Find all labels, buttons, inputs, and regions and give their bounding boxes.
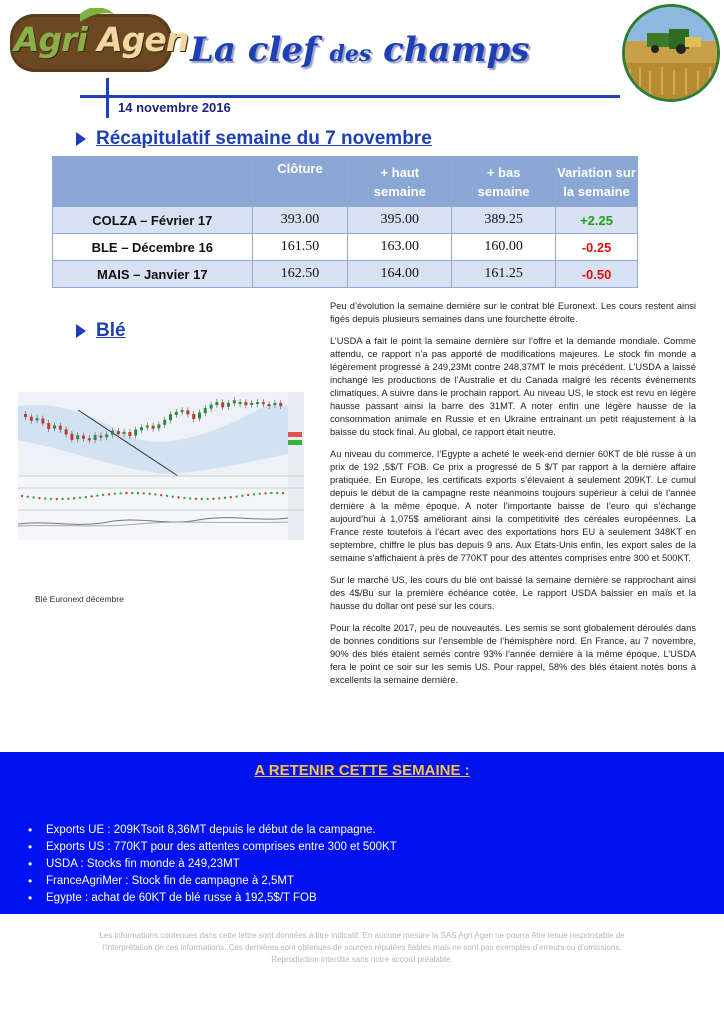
row-change: +2.25 xyxy=(556,207,638,234)
candle xyxy=(36,418,39,420)
indicator-dot xyxy=(44,497,46,499)
article-paragraph: Pour la récolte 2017, peu de nouveautés. Les semis se sont globalement déroulés dans de bonnes conditions sur l’ensemble de l’hémisphère nord. En France, au 7 novembre, 90% des blés étaient semés contre 93% l’année dernière à la même époque. L’USDA fera le point ce soir sur les semis US. Pour rappel, 58% des blés étaient notés bons à excellents la semaine dernière. xyxy=(330,623,696,685)
indicator-dot xyxy=(276,492,278,494)
candle xyxy=(273,403,276,405)
article-paragraph: L’USDA a fait le point la semaine dernière sur l’offre et la demande mondiale. Comme attendu, ce rapport n’a pas apporté de modifications majeures. Le stock fin monde a légèrement progressé à 249,23Mt contre 248,37MT le mois précédent. L’USDA a laissé inchangé les productions de l’Australie et du Canada malgré les récents évènements climatiques. A suivre dans le prochain rapport. Au niveau US, le stock est revu en légère hausse passant ainsi la barre des 31MT. A noter enfin une légère hausse de la consommation animale en Russie et en Ukraine entrainant un petit réajustement à la baisse du stock final. Au global, ce rapport était neutre. xyxy=(330,336,696,437)
indicator-dot xyxy=(38,497,40,499)
indicator-dot xyxy=(253,493,255,495)
indicator-dot xyxy=(241,495,243,497)
candle xyxy=(244,402,247,405)
indicator-dot xyxy=(230,496,232,498)
harvest-photo xyxy=(622,4,720,102)
candle xyxy=(146,426,149,428)
candle xyxy=(192,414,195,419)
indicator-dot xyxy=(85,496,87,498)
list-item: • FranceAgriMer : Stock fin de campagne à 2,5MT xyxy=(24,873,397,890)
disclaimer xyxy=(40,930,684,966)
row-high: 163.00 xyxy=(348,234,452,261)
indicator-dot xyxy=(247,494,249,496)
header-cell-low: + bas semaine xyxy=(452,157,556,207)
indicator-dot xyxy=(50,498,52,500)
chart-caption: Blé Euronext décembre xyxy=(35,594,124,604)
candle xyxy=(65,429,68,434)
newsletter-title: La clef des champs xyxy=(190,30,530,70)
article-paragraph: Au niveau du commerce, l’Egypte a acheté le week-end dernier 60KT de blé russe à un prix de 192 ,5$/T FOB. Ce prix a progressé de 5 $/T par rapport à la dernière affaire pratiquée. En Europe, les certificats exports s’élevaient à seulement 209KT. Le cumul depuis le début de la campagne reste néanmoins toujours supérieur à celui de l’année dernière à la même époque. A noter l’importante baisse de l’euro qui s’échange aujourd’hui à 1,075$ améliorant ainsi la compétitivité des céréales européennes. La France reste toutefois à l’écart avec des exportations hors EU à seulement 348KT en septembre, chiffre le plus bas depuis 9 ans. Aux Etats-Unis enfin, les export sales de la semaine s’affichaient à près de 770KT pour des attentes comprises entre 300 et 500KT. xyxy=(330,449,696,563)
issue-date: 14 novembre 2016 xyxy=(118,100,231,115)
candle xyxy=(279,403,282,406)
candle xyxy=(210,405,213,409)
row-name: MAIS – Janvier 17 xyxy=(53,261,253,288)
indicator-dot xyxy=(79,497,81,499)
indicator-dot xyxy=(73,497,75,499)
candle xyxy=(128,432,131,436)
ble-heading: Blé xyxy=(76,320,126,342)
retenir-list xyxy=(24,822,397,907)
indicator-dot xyxy=(102,494,104,496)
indicator-dot xyxy=(264,492,266,494)
indicator-dot xyxy=(218,497,220,499)
row-change: -0.25 xyxy=(556,234,638,261)
candle xyxy=(221,402,224,407)
candle xyxy=(181,410,184,412)
indicator-dot xyxy=(259,493,261,495)
candle xyxy=(30,417,33,421)
candle xyxy=(227,403,230,407)
indicator-dot xyxy=(56,498,58,500)
list-item: • Exports UE : 209KTsoit 8,36MT depuis le début de la campagne. xyxy=(24,822,397,839)
indicator-dot xyxy=(125,492,127,494)
candle xyxy=(105,434,108,437)
candle xyxy=(262,402,265,404)
ble-euronext-chart xyxy=(18,392,304,540)
row-close: 161.50 xyxy=(252,234,348,261)
candle xyxy=(59,426,62,430)
candle xyxy=(41,419,44,424)
candle xyxy=(250,403,253,405)
candle xyxy=(175,412,178,415)
indicator-dot xyxy=(27,496,29,498)
retenir-title: A RETENIR CETTE SEMAINE : xyxy=(254,762,470,779)
indicator-dot xyxy=(96,494,98,496)
header-cell-empty xyxy=(53,157,253,207)
list-item: • Egypte : achat de 60KT de blé russe à 192,5$/T FOB xyxy=(24,890,397,907)
indicator-dot xyxy=(195,498,197,500)
header-cell-close: Clôture xyxy=(252,157,348,207)
list-item: • Exports US : 770KT pour des attentes comprises entre 300 et 500KT xyxy=(24,839,397,856)
header-horizontal-rule xyxy=(80,95,620,98)
recap-table xyxy=(52,156,638,288)
candle xyxy=(239,402,242,404)
indicator-dot xyxy=(143,492,145,494)
indicator-dot xyxy=(108,493,110,495)
header-cell-high: + haut semaine xyxy=(348,157,452,207)
candle xyxy=(47,423,50,429)
table-row xyxy=(53,207,638,234)
candle xyxy=(198,413,201,419)
disclaimer-line: Les informations contenues dans cette lettre sont données à titre indicatif. En aucune mesure la SAS Agri Agen ne pourra être tenue responsable de xyxy=(99,931,625,940)
row-change: -0.50 xyxy=(556,261,638,288)
table-row xyxy=(53,261,638,288)
disclaimer-line: l’interprétation de ces informations. Ces dernières sont obtenues de sources réputées fiables mais ne sont pas exemptes d’erreurs ou d’omissions. xyxy=(102,943,622,952)
indicator-dot xyxy=(131,492,133,494)
article-paragraph: Sur le marché US, les cours du blé ont baissé la semaine dernière se rapprochant ainsi des 4$/Bu sur la première échéance cotée. Le rapport USDA baissier en maïs et la hausse du dollar ont pesé sur les cours. xyxy=(330,575,696,611)
ble-article xyxy=(330,300,696,696)
indicator-dot xyxy=(282,492,284,494)
candle xyxy=(82,436,85,439)
list-item: • USDA : Stocks fin monde à 249,23MT xyxy=(24,856,397,873)
row-name: BLE – Décembre 16 xyxy=(53,234,253,261)
indicator-dot xyxy=(119,492,121,494)
indicator-dot xyxy=(172,495,174,497)
indicator-dot xyxy=(189,497,191,499)
indicator-dot xyxy=(212,498,214,500)
table-header-row xyxy=(53,157,638,207)
indicator-dot xyxy=(206,498,208,500)
candle xyxy=(169,414,172,420)
indicator-dot xyxy=(67,498,69,500)
indicator-dot xyxy=(235,495,237,497)
candle xyxy=(88,438,91,440)
row-low: 160.00 xyxy=(452,234,556,261)
row-name: COLZA – Février 17 xyxy=(53,207,253,234)
indicator-dot xyxy=(90,495,92,497)
arrow-icon xyxy=(76,324,86,338)
indicator-dot xyxy=(148,493,150,495)
indicator-dot xyxy=(137,492,139,494)
row-high: 164.00 xyxy=(348,261,452,288)
indicator-dot xyxy=(32,496,34,498)
indicator-dot xyxy=(114,493,116,495)
candle xyxy=(157,424,160,428)
indicator-dot xyxy=(166,495,168,497)
candle xyxy=(53,425,56,428)
indicator-dot xyxy=(177,496,179,498)
disclaimer-line: Reproduction interdite sans notre accord préalable. xyxy=(271,955,453,964)
article-paragraph: Peu d’évolution la semaine dernière sur le contrat blé Euronext. Les cours restent ainsi figés depuis plusieurs semaines dans une fourchette étroite. xyxy=(330,301,696,324)
candle xyxy=(256,402,259,404)
row-low: 389.25 xyxy=(452,207,556,234)
header-vertical-rule xyxy=(106,78,109,118)
recap-heading: Récapitulatif semaine du 7 novembre xyxy=(76,128,432,150)
header-cell-variation: Variation sur la semaine xyxy=(556,157,638,207)
candle xyxy=(134,430,137,436)
candle xyxy=(76,435,79,439)
candle xyxy=(140,427,143,430)
candle xyxy=(268,404,271,406)
candle xyxy=(233,400,236,403)
indicator-dot xyxy=(21,495,23,497)
candle xyxy=(99,436,102,438)
candle xyxy=(186,410,189,414)
candle xyxy=(215,402,218,405)
row-close: 393.00 xyxy=(252,207,348,234)
candle xyxy=(204,408,207,413)
candle xyxy=(111,431,114,435)
indicator-dot xyxy=(201,498,203,500)
indicator-dot xyxy=(160,494,162,496)
candle xyxy=(117,431,120,434)
candle xyxy=(123,432,126,434)
logo-text: Agri Agen xyxy=(14,20,189,59)
indicator-dot xyxy=(61,498,63,500)
candle xyxy=(94,435,97,440)
indicator-dot xyxy=(224,497,226,499)
table-row xyxy=(53,234,638,261)
row-low: 161.25 xyxy=(452,261,556,288)
candle xyxy=(70,434,73,440)
candle xyxy=(152,426,155,429)
row-high: 395.00 xyxy=(348,207,452,234)
arrow-icon xyxy=(76,132,86,146)
candle xyxy=(24,414,27,417)
row-close: 162.50 xyxy=(252,261,348,288)
indicator-dot xyxy=(270,492,272,494)
indicator-dot xyxy=(183,497,185,499)
candle xyxy=(163,420,166,425)
indicator-dot xyxy=(154,493,156,495)
